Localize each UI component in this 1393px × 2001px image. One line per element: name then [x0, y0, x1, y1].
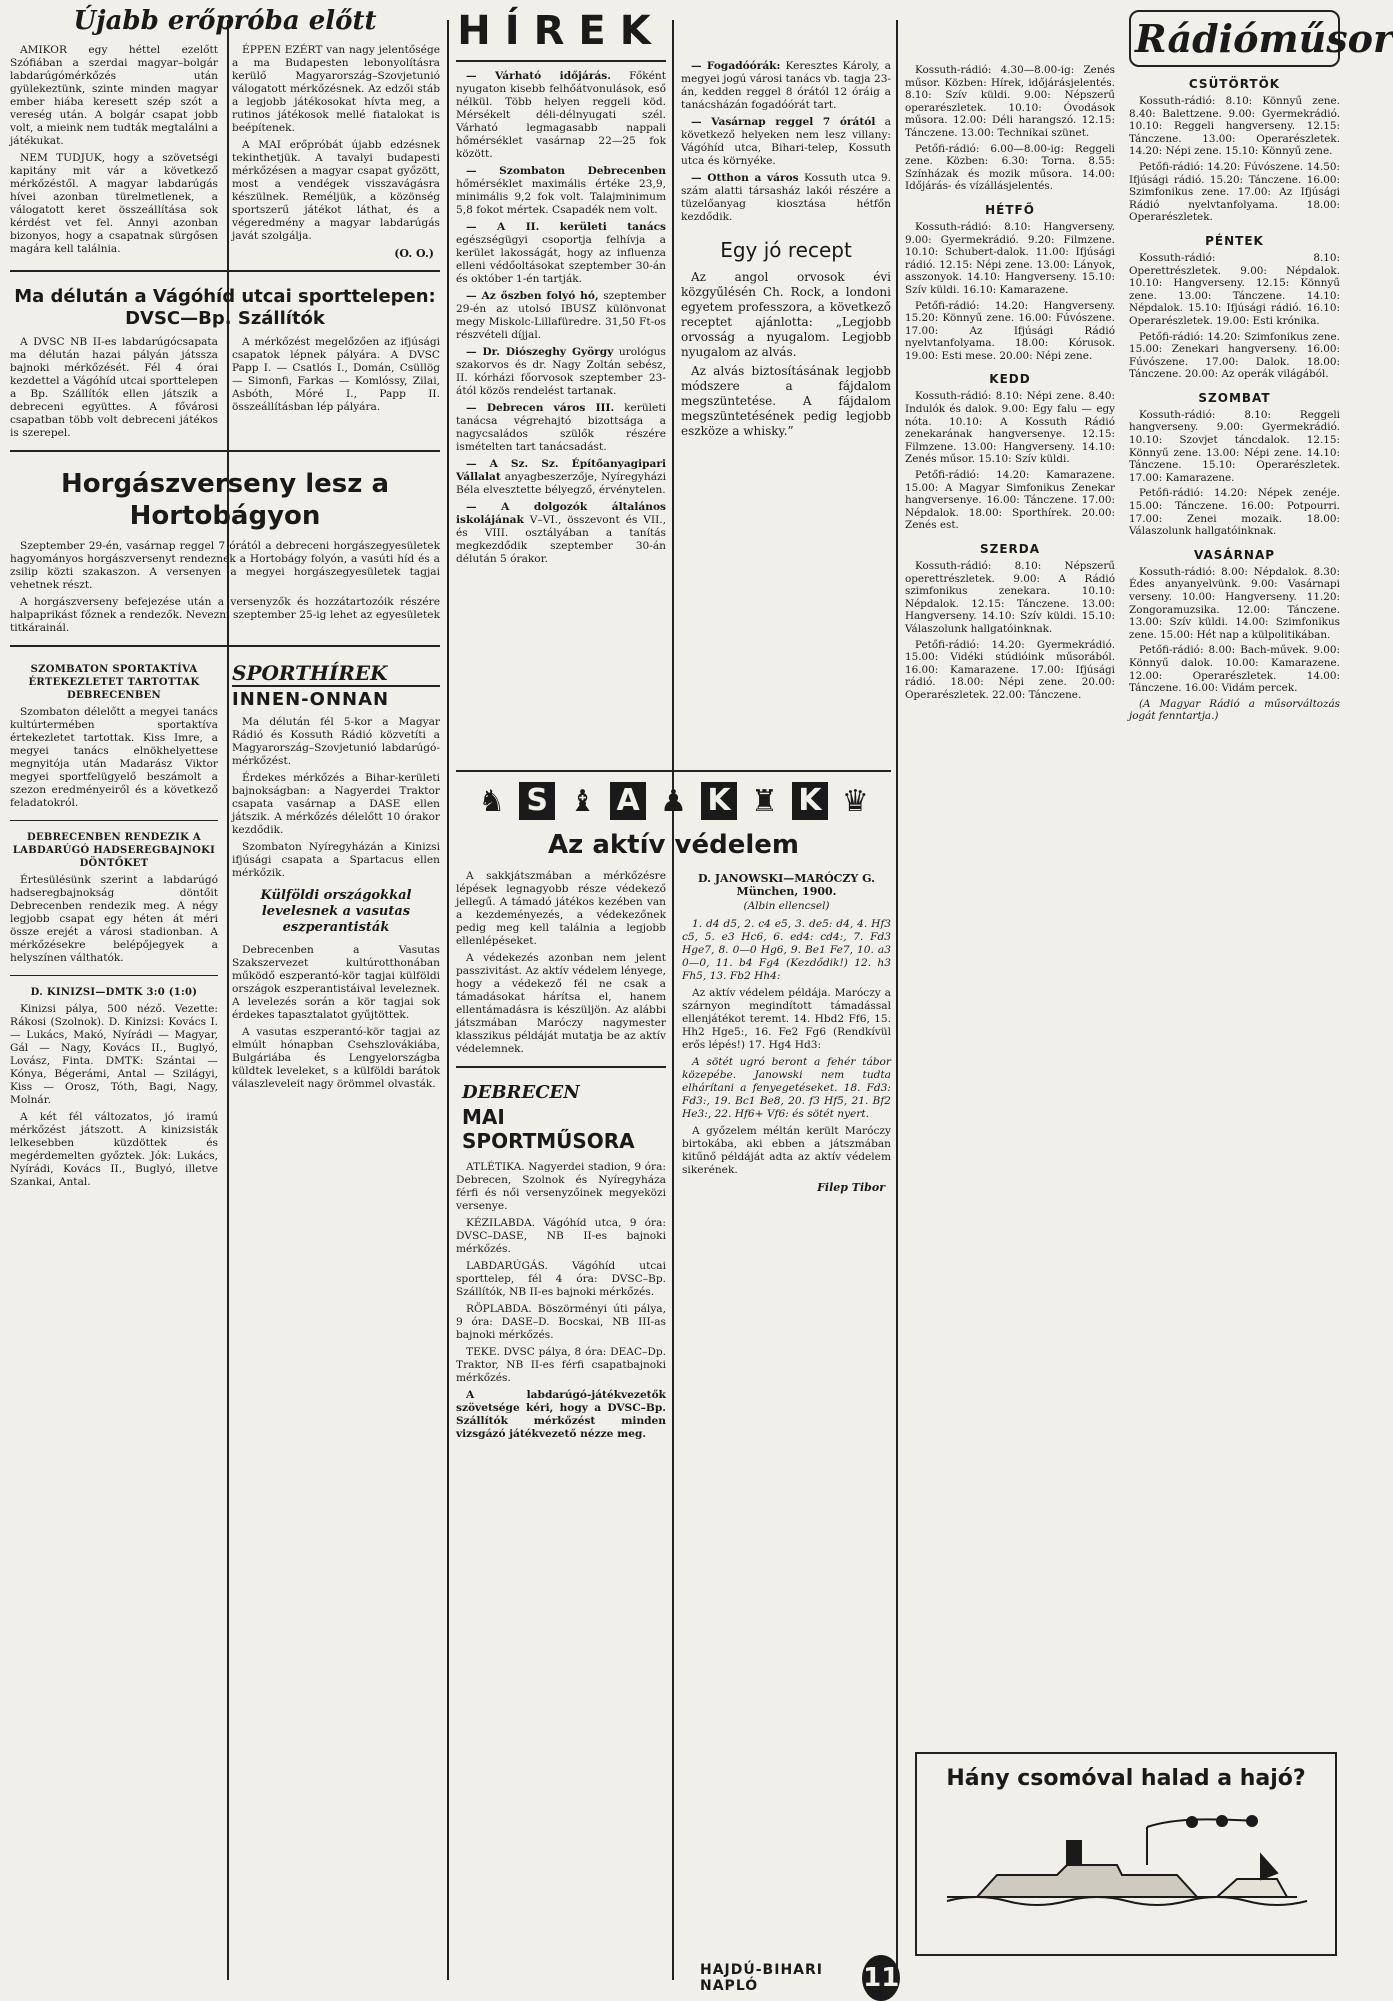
article-paragraph: Kinizsi pálya, 500 néző. Vezette: Rákosi (Szolnok). D. Kinizsi: Kovács I. — Lukács, Makó, Nyírádi — Magyar, Gál — Nagy, Kovács II., Buglyó, Lovász, Finta. DMTK: Szántai — Kónya, Bégerámi, Antal — Szilágyi, Kiss — Orosz, Tóth, Bagi, Nagy, Molnár. — [10, 1003, 218, 1106]
sporthirek-title: SPORTHÍREK — [232, 657, 440, 687]
day-heading: PÉNTEK — [1205, 233, 1264, 248]
article-paragraph: ÉPPEN EZÉRT van nagy jelentősége a ma Budapesten lebonyolításra kerülő Magyarország–Szovjetunió válogatott mérkőzésnek. Az edzői stáb a legjobb játékosokat hívta meg, a rutinos játékosok mellé fiatalokat is beépítenek. — [232, 44, 440, 134]
radio-entry: Kossuth-rádió: 8.10: Népi zene. 8.40: Indulók és dalok. 9.00: Egy falu — egy nóta. 10.10: A Kossuth Rádió zenekarának hangversenye. 12.15: Filmzene. 13.00: Hangverseny. 14.10: Zenés műsor. 15.10: Szív küldi. — [905, 390, 1115, 466]
debrecen-title: DEBRECEN — [462, 1082, 580, 1103]
game-subheader: (Albin ellencsel) — [743, 900, 830, 912]
game-paragraph: Az aktív védelem példája. Maróczy a szárnyon megindított támadással ellenjátékot teremt. 14. Hbd2 Ff6, 15. Hh2 Hge5:, 16. Fe2 Fg6 (Rendkívül erős lépés!) 17. Hg4 Hd3: — [682, 987, 891, 1051]
section-divider — [456, 770, 891, 772]
knight-icon: ♞ — [478, 783, 506, 819]
article-paragraph: Szeptember 29-én, vasárnap reggel 7 órától a debreceni horgászegyesületek hagyományos horgászversenyt rendeznek a Hortobágy folyón, a vasúti híd és a zsilip közti szakaszon. A versenyen a megyei horgászegyesületek tagjai vehetnek részt. — [10, 540, 440, 591]
article-signature: (O. O.) — [394, 247, 434, 260]
chess-right — [682, 870, 891, 1445]
rook-icon: ♜ — [750, 783, 778, 819]
chess-banner — [456, 782, 891, 820]
funnel-icon — [1067, 1841, 1081, 1865]
column-rule — [896, 20, 898, 1980]
news-item: — A Sz. Sz. Építőanyagipari Vállalat anyagbeszerzője, Nyíregyházi Béla elvesztette bélyegző, érvénytelen. — [456, 458, 666, 496]
radio-left — [905, 0, 1115, 726]
day-heading: SZERDA — [979, 542, 1041, 556]
hirek-masthead: HÍREK — [456, 0, 666, 62]
radio-note: (A Magyar Rádió a műsorváltozás jogát fenntartja.) — [1129, 697, 1340, 723]
article-paragraph: A vasutas eszperantó-kör tagjai az elmúlt hónapban Csehszlovákiába, Bulgáriába és Lengyelországba küldtek leveleket, s a külföldi barátok válaszleveleit nagy örömmel olvasták. — [232, 1026, 440, 1090]
column-rule — [447, 20, 449, 1980]
radio-entry: Kossuth-rádió: 8.10: Operettrészletek. 9.00: Népdalok. 10.10: Hangverseny. 12.15: Könnyű zene. 13.00: Tánczene. 14.10: Népdalok. 15.10: Ifjúsági rádió. 16.10: Operarészletek. 19.00: Esti krónika. — [1129, 251, 1340, 327]
radio-entry: Kossuth-rádió: 4.30—8.00-ig: Zenés műsor. Közben: Hírek, időjárásjelentés. 8.10: Szív küldi. 9.00: Népszerű operarészletek. 10.10: Óvodások műsora. 12.00: Déli harangszó. 12.15: Tánczene. 13.00: Technikai szünet. — [905, 64, 1115, 139]
subhead-eszperanto: Külföldi országokkal levelesnek a vasutas eszperantisták — [260, 888, 412, 935]
article-paragraph: A mérkőzést megelőzően az ifjúsági csapatok lépnek pályára. A DVSC Papp I. — Csatlós I., Domán, Csüllög — Simonfi, Farkas — Komlóssy, Zilai, Asbóth, Móré I., Papp II. összeállításban lép pályára. — [232, 336, 440, 413]
chess-letter-a: A — [610, 782, 646, 820]
program-item: RÖPLABDA. Böszörményi úti pálya, 9 óra: DASE–D. Bocskai, NB III-as bajnoki mérkőzés. — [456, 1303, 666, 1341]
news-item: — Dr. Diószeghy György urológus szakorvos és dr. Nagy Zoltán sebész, II. kórházi főorvosok szeptember 23-ától közös rendelést tartanak. — [456, 346, 666, 397]
knot-icon — [1247, 1816, 1257, 1826]
result-title: D. KINIZSI—DMTK 3:0 (1:0) — [30, 987, 198, 998]
chess-paragraph: A sakkjátszmában a mérkőzésre lépések legnagyobb része védekező jellegű. A támadó játékos kezében van a kezdeményezés, a védekezőnek pedig meg kell találnia a legjobb ellenlépéseket. — [456, 870, 666, 947]
news-item: — Fogadóórák: Keresztes Károly, a megyei jogú városi tanács vb. tagja 23-án, kedden reggel 8 órától 12 óráig a tanácsházán fogadóórát tart. — [681, 60, 892, 111]
chess-section — [456, 760, 891, 1445]
program-item: LABDARÚGÁS. Vágóhíd utcai sporttelep, fél 4 óra: DVSC–Bp. Szállítók, NB II-es bajnoki mérkőzés. — [456, 1260, 666, 1298]
radio-title: Rádióműsor — [1129, 10, 1340, 67]
radio-entry: Petőfi-rádió: 6.00—8.00-ig: Reggeli zene. Közben: 6.30: Torna. 8.55: Színházak és mozik műsora. 14.00: Időjárás- és vízállásjelentés. — [905, 142, 1115, 193]
radio-section — [905, 0, 1393, 2000]
sail-icon — [1261, 1855, 1277, 1879]
section-divider — [10, 820, 218, 821]
footer — [700, 1955, 900, 2001]
article-paragraph: A horgászverseny befejezése után a versenyzők és hozzátartozóik részére halpaprikást főznek a rendezők. Nevezni szeptember 25-ig lehet az egyesületek titkárainál. — [10, 596, 440, 634]
program-item: TEKE. DVSC pálya, 8 óra: DEAC–Dp. Traktor, NB II-es férfi csapatbajnoki mérkőzés. — [456, 1346, 666, 1384]
article-paragraph: Szombaton délelőtt a megyei tanács kultúrtermében sportaktíva értekezletet tartottak. Kiss Imre, a megyei tanács elnökhelyettese megnyitója után Madarász Viktor megyei sportfelügyelő beszámolt a szezon eredményeiről és a következő feladatokról. — [10, 706, 218, 809]
subhead-sportaktiva: SZOMBATON SPORTAKTÍVA ÉRTEKEZLETET TARTOTTAK DEBRECENBEN — [28, 664, 200, 701]
day-heading: HÉTFŐ — [985, 202, 1035, 217]
log-line-icon — [1147, 1819, 1257, 1827]
radio-entry: Petőfi-rádió: 14.20: Hangverseny. 15.20: Könnyű zene. 16.00: Fúvószene. 17.00: Az Ifjúsági Rádió nyelvtanfolyama. 18.00: Kórusok. 19.00: Esti mese. 20.00: Népi zene. — [905, 299, 1115, 362]
debrecen-subtitle: MAI SPORTMŰSORA — [462, 1105, 635, 1153]
game-header: D. JANOWSKI—MARÓCZY G. München, 1900. — [698, 872, 875, 898]
sporthirek-subtitle: INNEN-ONNAN — [232, 689, 390, 710]
boat-icon — [1217, 1879, 1287, 1897]
chess-letter-s: S — [519, 782, 555, 820]
article-erőpróba — [10, 44, 440, 260]
article-paragraph: Érdekes mérkőzés a Bihar-kerületi bajnokságban: a Nagyerdei Traktor csapata vasárnap a DASE ellen játszik. A mérkőzés délelőtt 10 órakor kezdődik. — [232, 772, 440, 836]
knot-icon — [1187, 1817, 1197, 1827]
section-divider — [10, 450, 440, 452]
radio-entry: Kossuth-rádió: 8.00: Népdalok. 8.30: Édes anyanyelvünk. 9.00: Vasárnapi verseny. 10.00: Hangverseny. 11.20: Zongoramuzsika. 12.00: Tánczene. 13.00: Szív küldi. 14.00: Szimfonikus zene. 15.00: Hét nap a külpolitikában. — [1129, 565, 1340, 641]
article-paragraph: Ma délután fél 5-kor a Magyar Rádió és Kossuth Rádió közvetíti a Magyarország–Szovjetunió labdarúgó-mérkőzést. — [232, 716, 440, 767]
day-heading: CSÜTÖRTÖK — [1188, 77, 1281, 91]
radio-entry: Kossuth-rádió: 8.10: Reggeli hangverseny. 9.00: Gyermekrádió. 10.10: Szovjet táncdalok. 12.15: Könnyű zene. 13.00: Népi zene. 14.10: Tánczene. 15.10: Operarészletek. 17.00: Kamarazene. — [1129, 408, 1340, 484]
program-item: KÉZILABDA. Vágóhíd utca, 9 óra: DVSC–DASE, NB II-es bajnoki mérkőzés. — [456, 1217, 666, 1255]
article-dvsc — [10, 336, 440, 440]
headline-dvsc: Ma délután a Vágóhíd utcai sporttelepen: DVSC—Bp. Szállítók — [14, 286, 436, 329]
article-paragraph: Értesülésünk szerint a labdarúgó hadseregbajnokság döntőit Debrecenben rendezik meg. A négy legjobb csapat egy héten át méri össze erejét a városi stadionban. A mérkőzésekre belépőjegyek a helyszínen válthatók. — [10, 874, 218, 964]
recipe-paragraph: Az angol orvosok évi közgyűlésén Ch. Rock, a londoni egyetem professzora, a következő receptet ajánlotta: „Legjobb orvosság a nyugalom. Legjobb nyugalom az alvás. — [681, 270, 891, 359]
radio-entry: Kossuth-rádió: 8.10: Könnyű zene. 8.40: Balettzene. 9.00: Gyermekrádió. 10.10: Reggeli hangverseny. 12.15: Tánczene. 13.00: Operarészletek. 14.20: Népi zene. 15.10: Könnyű zene. — [1129, 95, 1340, 158]
section-divider — [10, 975, 218, 976]
hirek-items — [456, 70, 666, 566]
bishop-icon: ♝ — [569, 783, 597, 819]
article-paragraph: A DVSC NB II-es labdarúgócsapata ma délután hazai pályán játssza bajnoki mérkőzését. Fél 4 órai kezdettel a Vágóhíd utcai sporttelepen a Bp. Szállítók ellen játszik a debreceni együttes. A fővárosi csapatban több volt debreceni játékos is szerepel. — [10, 336, 218, 439]
lower-left-col — [10, 657, 218, 1193]
promo-title: Hány csomóval halad a hajó? — [946, 1766, 1306, 1791]
chess-letter-k2: K — [792, 782, 828, 820]
radio-entry: Petőfi-rádió: 14.20: Szimfonikus zene. 15.00: Zenekari hangverseny. 16.00: Fúvószene. 17.00: Dalok. 18.00: Tánczene. 20.00: Az operák világából. — [1129, 330, 1340, 381]
article-paragraph: A két fél változatos, jó iramú mérkőzést játszott. A kinizsisták lelkesebben küzdöttek és megérdemelten győztek. Jók: Lukács, Nyírádi, Kovács II., Buglyó, illetve Szankai, Antal. — [10, 1111, 218, 1188]
headline-horgaszverseny: Horgászverseny lesz a Hortobágyon — [61, 469, 389, 531]
radio-entry: Kossuth-rádió: 8.10: Népszerű operettrészletek. 9.00: A Rádió szimfonikus zenekara. 10.10: Népdalok. 12.15: Tánczene. 13.00: Hangverseny. 14.10: Szív küldi. 15.10: Válaszolunk hallgatóinknak. — [905, 560, 1115, 635]
news-item: — Vasárnap reggel 7 órától a következő helyeken nem lesz villany: Vágóhíd utca, Bihari-telep, Kossuth utca és környéke. — [681, 116, 891, 167]
section-divider — [10, 645, 440, 647]
game-paragraph: A győzelem méltán került Maróczy birtokába, aki ebben a játszmában kitűnő példáját adta az aktív védelem sikerének. — [682, 1125, 891, 1176]
wave-icon — [947, 1897, 1307, 1905]
game-signature: Filep Tibor — [817, 1181, 885, 1194]
game-moves: A sötét ugró beront a fehér tábor közepébe. Janowski nem tudta elhárítani a fenyegetéseket. 18. Fd3: Fd3:, 19. Bc1 Be8, 20. f3 Hf5, 21. Bf2 He3:, 22. Hf6+ Vf6: és sötét nyert. — [682, 1056, 891, 1120]
news-item: — Várható időjárás. Főként nyugaton kisebb felhőátvonulások, eső nélkül. Több helyen reggeli köd. Mérsékelt déli-délnyugati szél. Várható legmagasabb nappali hőmérséklet vasárnap 22—25 fok között. — [456, 70, 666, 160]
newspaper-logo: HAJDÚ-BIHARI NAPLÓ — [700, 1962, 823, 1994]
lower-left-columns — [10, 657, 440, 1193]
subhead-hadsereg: DEBRECENBEN RENDEZIK A LABDARÚGÓ HADSEREGBAJNOKI DÖNTŐKET — [12, 832, 216, 869]
queen-icon: ♛ — [841, 783, 869, 819]
section-divider — [456, 1066, 666, 1068]
news-item: — A II. kerületi tanács egészségügyi csoportja felhívja a kerület lakosságát, hogy az influenza elleni védőoltásokat szeptember 30-án és október 1-én tartják. — [456, 221, 666, 285]
news-item: — Otthon a város Kossuth utca 9. szám alatti társasház lakói részére a tüzelőanyag kiosztása hétfőn kezdődik. — [681, 172, 891, 223]
knot-icon — [1217, 1816, 1227, 1826]
radio-entry: Kossuth-rádió: 8.10: Hangverseny. 9.00: Gyermekrádió. 9.20: Filmzene. 10.10: Schubert-dalok. 11.00: Ifjúsági rádió. 12.15: Népi zene. 13.00: Lányok, asszonyok. 14.10: Hangverseny. 15.10: Szív küldi. 16.10: Kamarazene. — [905, 220, 1115, 296]
left-columns — [10, 0, 440, 2000]
ship-hull-icon — [977, 1865, 1197, 1897]
news-item: — Debrecen város III. kerületi tanácsa végrehajtó bizottsága a nagycsaládos szülők részére ismételten tart tanácsadást. — [456, 402, 666, 453]
ship-illustration — [917, 1797, 1335, 1947]
chess-letter-k1: K — [701, 782, 737, 820]
article-paragraph: NEM TUDJUK, hogy a szövetségi kapitány mit vár a következő mérkőzéstől. A magyar labdarúgás hívei azonban türelmetlenek, a válogatott keret összeállítása sok kérdést vet fel. Annyi azonban bizonyos, hogy a csapatnak sürgősen magára kell találnia. — [10, 152, 218, 255]
radio-entry: Petőfi-rádió: 8.00: Bach-művek. 9.00: Könnyű dalok. 10.00: Kamarazene. 12.00: Operarészletek. 14.00: Tánczene. 16.00: Vidám percek. — [1129, 644, 1340, 695]
recipe-paragraph: Az alvás biztosításának legjobb módszere a fájdalom megszüntetése. A fájdalom megszüntetésének pedig legjobb eszköze a whisky.” — [681, 364, 891, 438]
pawn-icon: ♟ — [660, 783, 687, 819]
section-divider — [10, 270, 440, 272]
radio-entry: Petőfi-rádió: 14.20: Népek zenéje. 15.00: Tánczene. 16.00: Potpourri. 17.00: Zenei mozaik. 18.00: Válaszolunk hallgatóinknak. — [1129, 487, 1340, 538]
radio-entry: Petőfi-rádió: 14.20: Gyermekrádió. 15.00: Vidéki stúdióink műsorából. 16.00: Kamarazene. 17.00: Ifjúsági rádió. 18.00: Népi zene. 20.00: Operarészletek. 22.00: Tánczene. — [905, 638, 1115, 701]
radio-right — [1129, 0, 1393, 726]
article-paragraph: AMIKOR egy héttel ezelőtt Szófiában a szerdai magyar–bolgár labdarúgómérkőzés után gyülekeztünk, szinte minden magyar ember hiába keresett szép szót a vereség után. A bolgár csapat jobb volt, a mieink nem tudták megtalálni a játékukat. — [10, 44, 218, 147]
day-heading: VASÁRNAP — [1193, 547, 1276, 562]
program-item: ATLÉTIKA. Nagyerdei stadion, 9 óra: Debrecen, Szolnok és Nyíregyháza férfi és női versenyzőinek megyeközi versenye. — [456, 1161, 666, 1212]
chess-paragraph: A védekezés azonban nem jelent passzivitást. Az aktív védelem lényege, hogy a védekező fél ne csak a támadásokat hárítsa el, hanem ellentámadásra is készüljön. Az alábbi játszmában Maróczy nagymester klasszikus példáját mutatja be az aktív védelemnek. — [456, 952, 666, 1055]
news-item: — Szombaton Debrecenben hőmérséklet maximális értéke 23,9, minimális 9,2 fok volt. Talajminimum 5,8 fokot mértek. Csapadék nem volt. — [456, 165, 666, 216]
game-moves: 1. d4 d5, 2. c4 e5, 3. de5: d4, 4. Hf3 c5, 5. e3 Hc6, 6. ed4: cd4:, 7. Fd3 Hge7, 8. 0—0 Hg6, 9. Be1 Fe7, 10. a3 0—0, 11. b4 Fg4 (Kezdődik!) 12. h3 Fh5, 13. Fb2 Hh4: — [682, 918, 891, 982]
lower-right-col — [232, 657, 440, 1193]
news-item: — A dolgozók általános iskolájának V–VI., összevont és VII., és VIII. osztályában a tanítás megkezdődik szeptember 30-án délután 5 órakor. — [456, 501, 666, 565]
promo-box — [915, 1752, 1337, 1956]
day-heading: KEDD — [989, 372, 1031, 387]
chess-left — [456, 870, 666, 1445]
radio-columns — [905, 0, 1393, 726]
recipe-title: Egy jó recept — [720, 238, 852, 262]
article-paragraph: A MAI erőpróbát újabb edzésnek tekinthetjük. A tavalyi budapesti mérkőzésen a magyar csapat győzött, most a vendégek visszavágásra készülnek. Reméljük, a közönség sportszerű játékot láthat, és a végeredmény a magyar labdarúgás javát szolgálja. — [232, 139, 440, 242]
article-paragraph: Debrecenben a Vasutas Szakszervezet kultúrotthonában működő eszperantó-kör tagjai külföldi országok eszperantistáival leveleznek. A levelezés során a kör tagjai sok érdekes tapasztalatot gyűjtöttek. — [232, 944, 440, 1021]
headline-erőpróba: Újabb erőpróba előtt — [73, 6, 377, 36]
article-paragraph: Szombaton Nyíregyházán a Kinizsi ifjúsági csapata a Spartacus ellen mérkőzik. — [232, 841, 440, 879]
page-number: 11 — [862, 1955, 900, 2001]
radio-entry: Petőfi-rádió: 14.20: Fúvószene. 14.50: Ifjúsági rádió. 15.20: Tánczene. 16.00: Szimfonikus zene. 17.00: Az Ifjúsági Rádió nyelvtanfolyama. 18.00: Operarészletek. — [1129, 160, 1340, 224]
program-note: A labdarúgó-játékvezetők szövetsége kéri, hogy a DVSC–Bp. Szállítók mérkőzést minden vizsgázó játékvezető nézze meg. — [456, 1389, 666, 1440]
chess-title: Az aktív védelem — [548, 830, 799, 860]
radio-entry: Petőfi-rádió: 14.20: Kamarazene. 15.00: A Magyar Simfonikus Zenekar hangversenye. 16.00: Tánczene. 17.00: Népdalok. 18.00: Sporthírek. 20.00: Zenés est. — [905, 469, 1115, 532]
news-item: — Az őszben folyó hó, szeptember 29-én az utolsó IBUSZ különvonat megy Miskolc-Lillafüredre. 31,50 Ft-os részvételi díjjal. — [456, 290, 666, 341]
chess-columns — [456, 870, 891, 1445]
day-heading: SZOMBAT — [1198, 390, 1271, 405]
